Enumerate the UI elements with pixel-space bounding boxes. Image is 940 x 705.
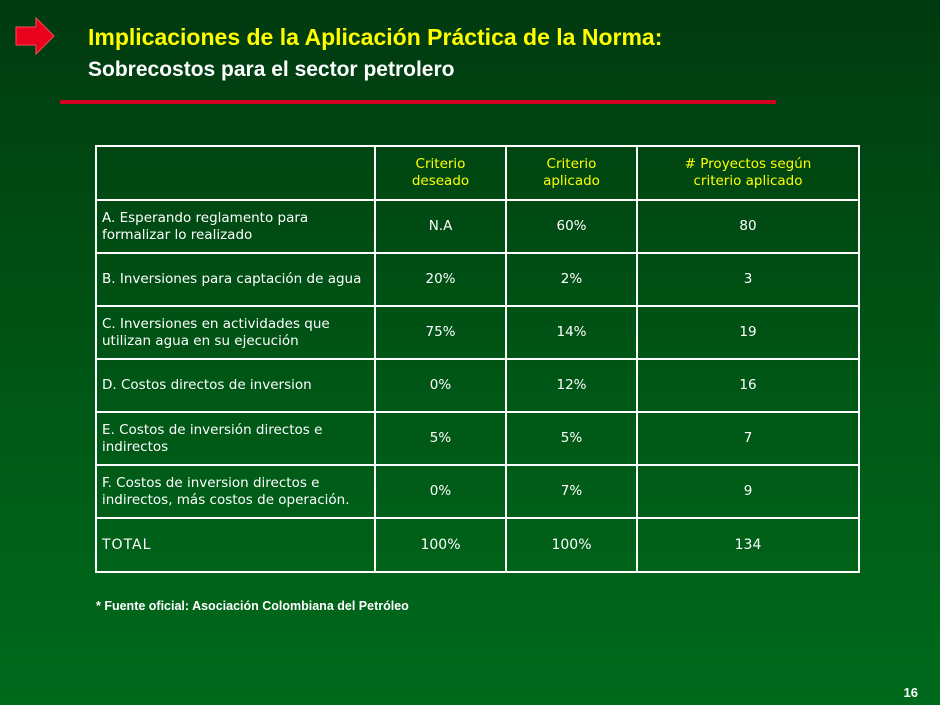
total-label: TOTAL <box>95 519 376 573</box>
cell-criterio-aplicado: 7% <box>507 466 638 519</box>
total-criterio-aplicado: 100% <box>507 519 638 573</box>
cell-proyectos: 19 <box>638 307 860 360</box>
total-proyectos: 134 <box>638 519 860 573</box>
source-footnote: * Fuente oficial: Asociación Colombiana del Petróleo <box>96 599 409 613</box>
row-label: E. Costos de inversión directos e indirectos <box>95 413 376 466</box>
title-divider <box>60 100 776 104</box>
cell-proyectos: 7 <box>638 413 860 466</box>
table-row <box>95 466 860 519</box>
right-arrow-icon <box>14 16 56 56</box>
cell-criterio-aplicado: 60% <box>507 201 638 254</box>
cell-criterio-aplicado: 5% <box>507 413 638 466</box>
cell-criterio-deseado: N.A <box>376 201 507 254</box>
cost-table <box>95 145 860 573</box>
cell-proyectos: 3 <box>638 254 860 307</box>
cell-criterio-deseado: 20% <box>376 254 507 307</box>
table-row <box>95 360 860 413</box>
row-label: A. Esperando reglamento para formalizar lo realizado <box>95 201 376 254</box>
table-total-row <box>95 519 860 573</box>
row-label: B. Inversiones para captación de agua <box>95 254 376 307</box>
page-number: 16 <box>903 685 918 700</box>
row-label: D. Costos directos de inversion <box>95 360 376 413</box>
row-label: F. Costos de inversion directos e indirectos, más costos de operación. <box>95 466 376 519</box>
cell-criterio-deseado: 75% <box>376 307 507 360</box>
header-criterio-deseado: Criterio deseado <box>376 145 507 201</box>
cell-proyectos: 80 <box>638 201 860 254</box>
cell-criterio-deseado: 0% <box>376 360 507 413</box>
cell-proyectos: 9 <box>638 466 860 519</box>
header-proyectos: # Proyectos según criterio aplicado <box>638 145 860 201</box>
slide-subtitle: Sobrecostos para el sector petrolero <box>88 58 455 81</box>
row-label: C. Inversiones en actividades que utilizan agua en su ejecución <box>95 307 376 360</box>
cell-criterio-aplicado: 2% <box>507 254 638 307</box>
cell-proyectos: 16 <box>638 360 860 413</box>
table-row <box>95 201 860 254</box>
slide-title: Implicaciones de la Aplicación Práctica de la Norma: <box>88 24 663 50</box>
table-row <box>95 307 860 360</box>
table-header-row <box>95 145 860 201</box>
table-row <box>95 413 860 466</box>
cell-criterio-deseado: 5% <box>376 413 507 466</box>
cell-criterio-aplicado: 14% <box>507 307 638 360</box>
total-criterio-deseado: 100% <box>376 519 507 573</box>
cell-criterio-aplicado: 12% <box>507 360 638 413</box>
header-cell-empty <box>95 145 376 201</box>
table-row <box>95 254 860 307</box>
header-criterio-aplicado: Criterio aplicado <box>507 145 638 201</box>
cell-criterio-deseado: 0% <box>376 466 507 519</box>
cost-table-container <box>95 145 860 571</box>
